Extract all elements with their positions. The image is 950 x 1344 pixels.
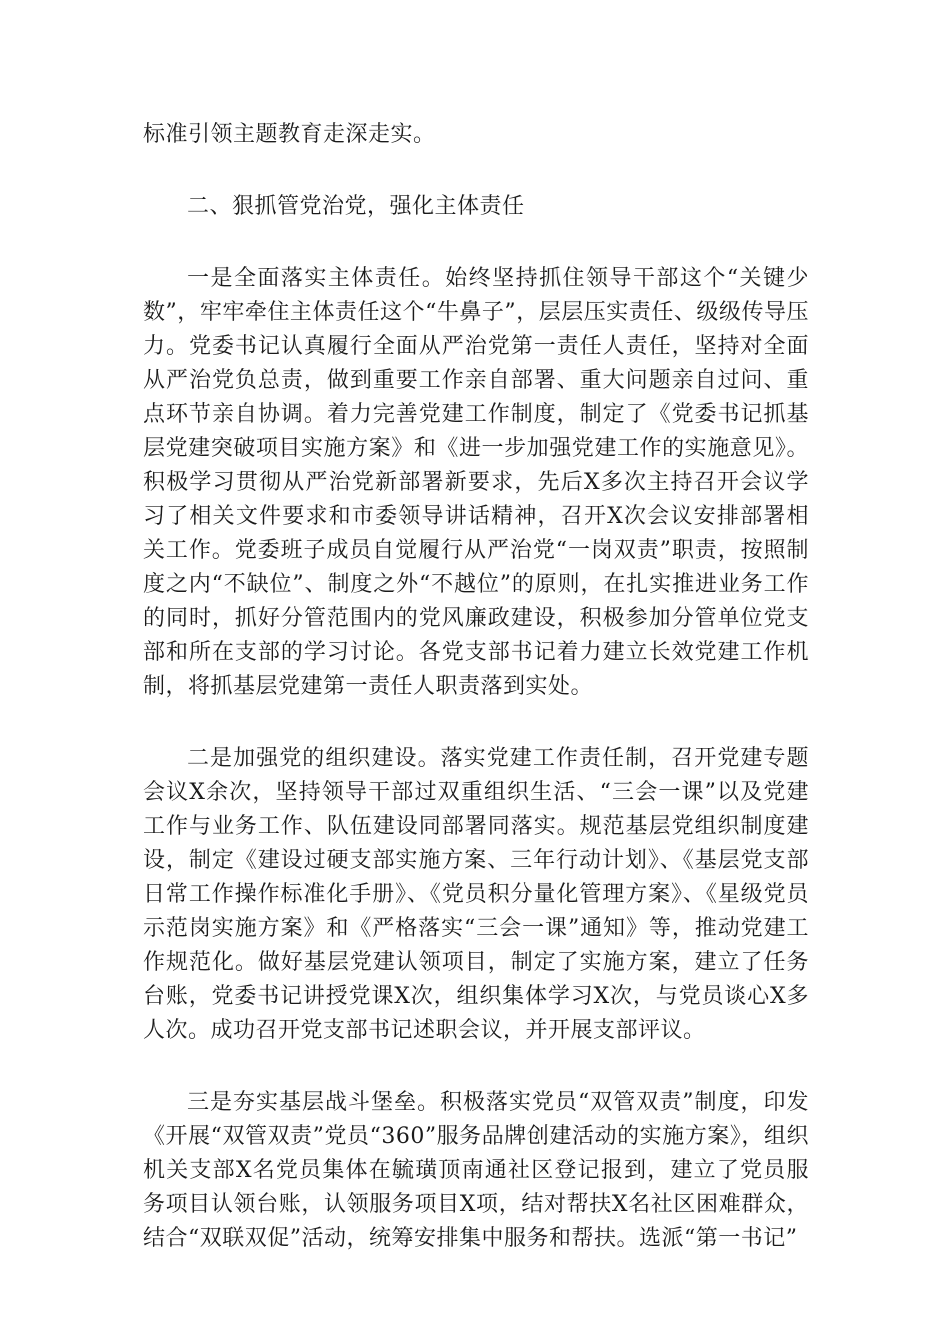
paragraph-gap (143, 152, 809, 190)
document-body (143, 118, 809, 1256)
section-heading: 二、狠抓管党治党，强化主体责任 (187, 194, 525, 219)
paragraph-1: 一是全面落实主体责任。始终坚持抓住领导干部这个“关键少数”，牢牢牵住主体责任这个“牛鼻子”，层层压实责任、级级传导压力。党委书记认真履行全面从严治党第一责任人责任，坚持对全面从严治党负总责，做到重要工作亲自部署、重大问题亲自过问、重点环节亲自协调。着力完善党建工作制度，制定了《党委书记抓基层党建突破项目实施方案》和《进一步加强党建工作的实施意见》。积极学习贯彻从严治党新部署新要求，先后X多次主持召开会议学习了相关文件要求和市委领导讲话精神，召开X次会议安排部署相关工作。党委班子成员自觉履行从严治党“一岗双责”职责，按照制度之内“不缺位”、制度之外“不越位”的原则，在扎实推进业务工作的同时，抓好分管范围内的党风廉政建设，积极参加分管单位党支部和所在支部的学习讨论。各党支部书记着力建立长效党建工作机制，将抓基层党建第一责任人职责落到实处。 (143, 266, 809, 699)
paragraph-gap (143, 224, 809, 262)
paragraph-continuation: 标准引领主题教育走深走实。 (143, 122, 436, 147)
paragraph-3: 三是夯实基层战斗堡垒。积极落实党员“双管双责”制度，印发《开展“双管双责”党员“360”服务品牌创建活动的实施方案》，组织机关支部X名党员集体在毓璜顶南通社区登记报到，建立了党员服务项目认领台账，认领服务项目X项，结对帮扶X名社区困难群众，结合“双联双促”活动，统筹安排集中服务和帮扶。选派“第一书记” (143, 1090, 809, 1251)
paragraph-gap (143, 704, 809, 742)
paragraph-2: 二是加强党的组织建设。落实党建工作责任制，召开党建专题会议X余次，坚持领导干部过双重组织生活、“三会一课”以及党建工作与业务工作、队伍建设同部署同落实。规范基层党组织制度建设，制定《建设过硬支部实施方案、三年行动计划》、《基层党支部日常工作操作标准化手册》、《党员积分量化管理方案》、《星级党员示范岗实施方案》和《严格落实“三会一课”通知》等，推动党建工作规范化。做好基层党建认领项目，制定了实施方案，建立了任务台账，党委书记讲授党课X次，组织集体学习X次，与党员谈心X多人次。成功召开党支部书记述职会议，并开展支部评议。 (143, 746, 809, 1043)
paragraph-gap (143, 1048, 809, 1086)
